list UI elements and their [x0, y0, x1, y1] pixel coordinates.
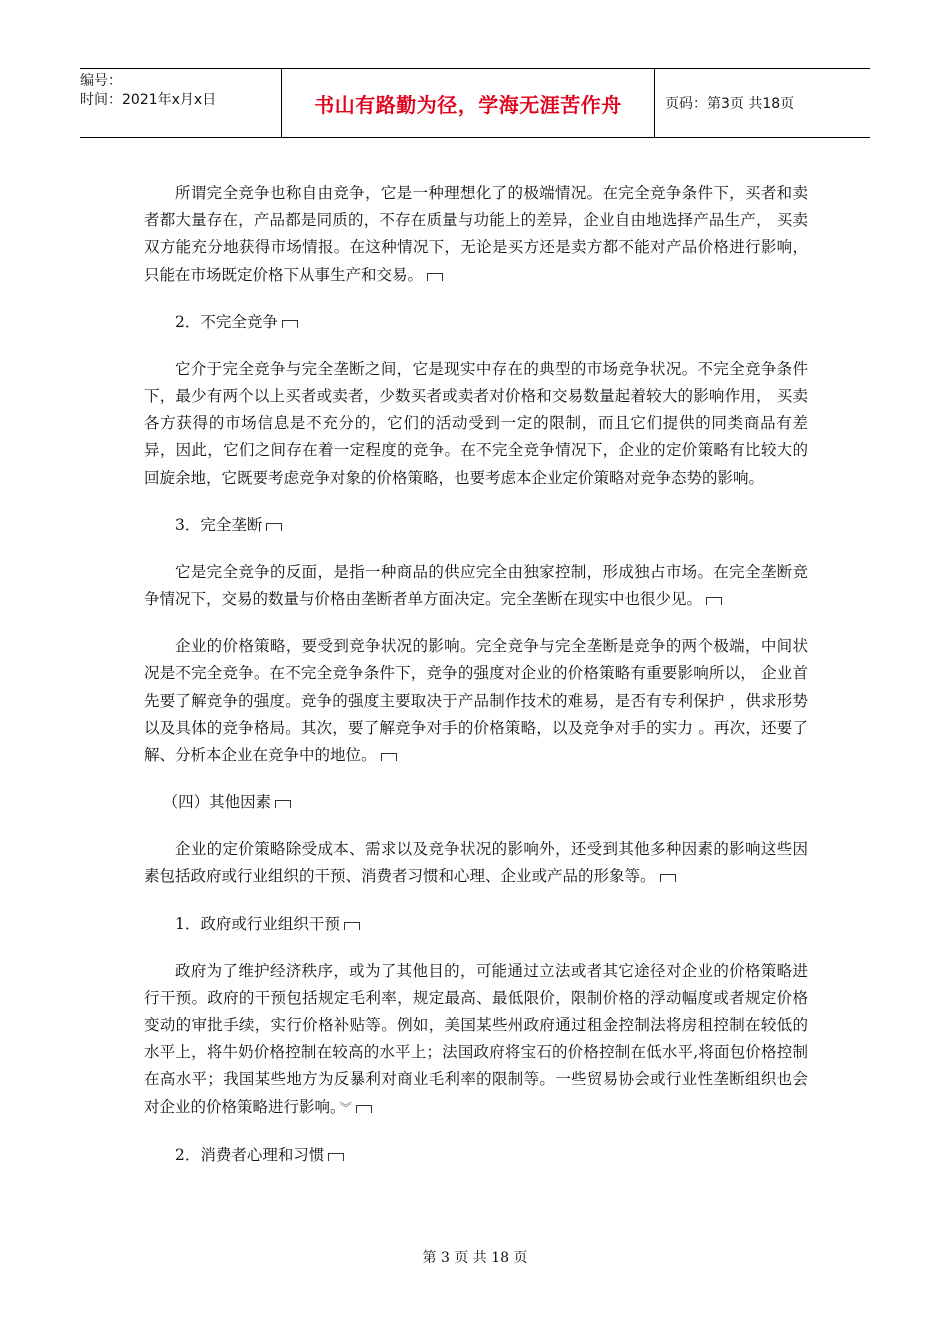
- heading-government-intervention: 1．政府或行业组织干预: [144, 911, 808, 938]
- paragraph-mark-icon: [328, 1153, 344, 1161]
- paragraph-perfect-competition: 所谓完全竞争也称自由竞争，它是一种理想化了的极端情况。在完全竞争条件下，买者和卖者都大量存在，产品都是同质的，不存在质量与功能上的差异，企业自由地选择产品生产， 买卖双方能充分地获得市场情报。在这种情况下，无论是买方还是卖方都不能对产品价格进行影响，只能在市场既定价格下从事生产和交易。: [144, 184, 808, 284]
- paragraph-imperfect-competition: 它介于完全竞争与完全垄断之间，它是现实中存在的典型的市场竞争状况。不完全竞争条件下，最少有两个以上买者或卖者，少数买者或卖者对价格和交易数量起着较大的影响作用， 买卖各方获得的市场信息是不充分的，它们的活动受到一定的限制，而且它们提供的同类商品有差异，因此，它们之间存在着一定程度的竞争。在不完全竞争情况下，企业的定价策略有比较大的回旋余地，它既要考虑竞争对象的价格策略，也要考虑本企业定价策略对竞争态势的影响。: [144, 359, 808, 487]
- paragraph-other-factors: 企业的定价策略除受成本、需求以及竞争状况的影响外，还受到其他多种因素的影响这些因素包括政府或行业组织的干预、消费者习惯和心理、企业或产品的形象等。: [144, 840, 808, 886]
- paragraph-mark-icon: [275, 800, 291, 808]
- chevron-down-icon: ︾: [339, 1100, 352, 1115]
- header-page-info: 页码：第3页 共18页: [665, 96, 795, 112]
- paragraph-mark-icon: [706, 597, 722, 605]
- paragraph-mark-icon: [344, 922, 360, 930]
- paragraph-mark-icon: [427, 273, 443, 281]
- paragraph-mark-icon: [660, 874, 676, 882]
- header-meta: [80, 69, 280, 140]
- paragraph-mark-icon: [282, 320, 298, 328]
- document-body: [144, 180, 808, 1189]
- paragraph-government-intervention: 政府为了维护经济秩序，或为了其他目的，可能通过立法或者其它途径对企业的价格策略进行干预。政府的干预包括规定毛利率，规定最高、最低限价，限制价格的浮动幅度或者规定价格变动的审批手续，实行价格补贴等。例如，美国某些州政府通过租金控制法将房租控制在较低的水平上，将牛奶价格控制在较高的水平上；法国政府将宝石的价格控制在低水平,将面包价格控制在高水平；我国某些地方为反暴利对商业毛利率的限制等。一些贸易协会或行业性垄断组织也会对企业的价格策略进行影响。 ︾: [144, 961, 808, 1116]
- page-header: [80, 68, 870, 138]
- paragraph-mark-icon: [381, 753, 397, 761]
- paragraph-mark-icon: [356, 1105, 372, 1113]
- heading-consumer-psychology: 2．消费者心理和习惯: [144, 1142, 808, 1169]
- header-motto-cell: [281, 69, 655, 137]
- paragraph-pricing-competition: 企业的价格策略，要受到竞争状况的影响。完全竞争与完全垄断是竞争的两个极端，中间状况是不完全竞争。在不完全竞争条件下，竞争的强度对企业的价格策略有重要影响所以， 企业首先要了解竞争的强度。竞争的强度主要取决于产品制作技术的难易，是否有专利保护 ，供求形势以及具体的竞争格局。其次，要了解竞争对手的价格策略，以及竞争对手的实力 。再次，还要了解、分析本企业在竞争中的地位。: [144, 637, 808, 765]
- paragraph-mark-icon: [266, 523, 282, 531]
- heading-monopoly: 3．完全垄断: [144, 512, 808, 539]
- header-page-cell: [665, 69, 870, 137]
- page-footer: [0, 1247, 950, 1267]
- header-motto: 书山有路勤为径，学海无涯苦作舟: [314, 92, 622, 117]
- document-date-label: 时间：2021年x月x日: [80, 92, 217, 108]
- document-number-label: 编号：: [80, 73, 122, 89]
- paragraph-monopoly: 它是完全竞争的反面，是指一种商品的供应完全由独家控制，形成独占市场。在完全垄断竞争情况下，交易的数量与价格由垄断者单方面决定。完全垄断在现实中也很少见。: [144, 562, 808, 609]
- heading-other-factors: （四）其他因素: [144, 789, 808, 816]
- heading-imperfect-competition: 2．不完全竞争: [144, 309, 808, 336]
- footer-page-number: 第 3 页 共 18 页: [422, 1250, 528, 1266]
